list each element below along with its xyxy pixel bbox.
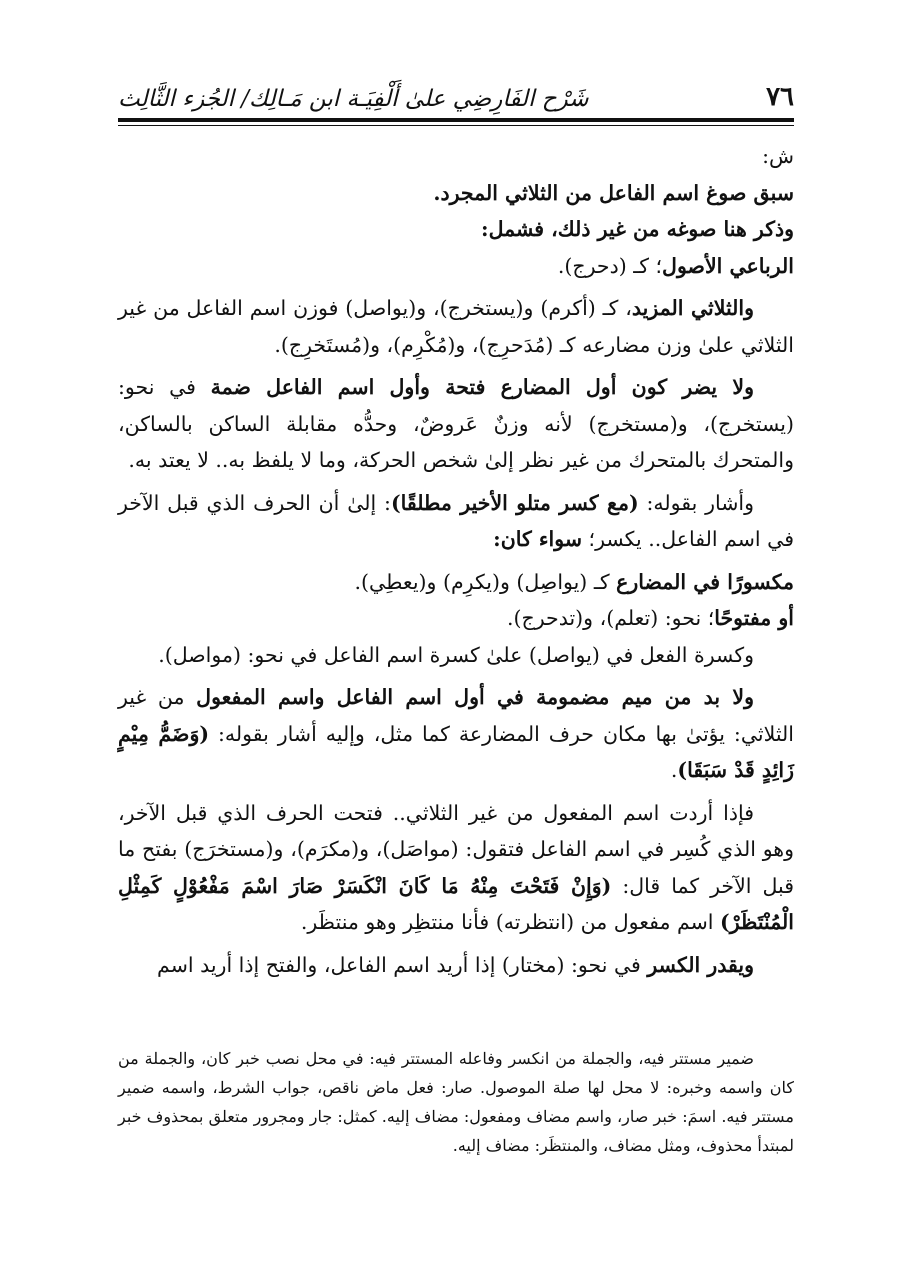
paragraph-11-bold: ولا بد من ميم مضمومة في أول اسم الفاعل واسم المفعول [196,685,754,709]
main-text [118,138,794,983]
verse-quote-2: (وَإِنْ فَتَحْتَ مِنْهُ مَا كَانَ انْكَسَرْ صَارَ اسْمَ مَفْعُوْلٍ كَمِثْلِ الْمُنْتَظَرْ) [118,873,794,934]
sharh-marker: ش: [762,144,794,168]
paragraph-2 [118,175,794,212]
paragraph-12 [118,795,794,941]
paragraph-10 [118,637,794,674]
paragraph-3-text: وذكر هنا صوغه من غير ذلك، فشمل: [481,217,794,241]
paragraph-8-bold: مكسورًا في المضارع [616,569,794,594]
paragraph-4-rest: ؛ كـ (دحرج). [557,253,663,278]
paragraph-8-rest: كـ (يواصِل) و(يكرِم) و(يعطِي). [354,569,617,594]
paragraph-9-rest: ؛ نحو: (تعلم)، و(تدحرج). [506,606,715,630]
paragraph-11-a: من غير الثلاثي: يؤتىٰ بها مكان حرف المضارعة كما مثل، وإليه أشار بقوله: [118,685,794,746]
paragraph-4 [118,248,794,285]
header-rule-thin [118,125,794,126]
page-number: ٧٦ [766,82,794,112]
paragraph-1 [118,138,794,175]
page-header [118,72,794,112]
paragraph-6 [118,369,794,479]
paragraph-2-text: سبق صوغ اسم الفاعل من الثلاثي المجرد. [433,180,794,205]
paragraph-8 [118,564,794,601]
paragraph-13 [118,947,794,984]
running-title: شَرْح الفَارِضِي علىٰ أَلْفِيَـة ابن مَـالِك/ الجُزء الثَّالِث [118,86,589,112]
paragraph-7-a: وأشار بقوله: [638,490,755,515]
verse-quote-1: (وَضَمُّ مِيْمٍ زَائِدٍ قَدْ سَبَقَا) [118,721,794,782]
paragraph-4-bold: الرباعي الأصول [662,253,794,278]
paragraph-5-bold: والثلاثي المزيد [631,296,754,320]
paragraph-7 [118,485,794,558]
paragraph-7-bold-1: (مع كسر متلو الأخير مطلقًا) [390,490,639,515]
paragraph-9-bold: أو مفتوحًا [714,606,794,630]
paragraph-10-text: وكسرة الفعل في (يواصل) علىٰ كسرة اسم الفاعل في نحو: (مواصل). [158,642,754,667]
footnotes [118,1044,794,1160]
paragraph-12-b: اسم مفعول من (انتظرته) فأنا منتظِر وهو منتظَر. [300,910,720,934]
paragraph-13-bold: ويقدر الكسر [647,952,754,977]
footnote-text: ضمير مستتر فيه، والجملة من انكسر وفاعله المستتر فيه: في محل نصب خبر كان، والجملة من كان واسمه وخبره: لا محل لها صلة الموصول. صار: فعل ماض ناقص، جواب الشرط، واسمه ضمير مستتر فيه. اسمَ: خبر صار، واسم مضاف ومفعول: مضاف إليه. كمثل: جار ومجرور متعلق بمحذوف خبر لمبتدأ محذوف، ومثل مضاف، والمنتظَر: مضاف إليه. [118,1049,794,1155]
paragraph-11-b: . [670,758,678,782]
paragraph-5 [118,290,794,363]
paragraph-3 [118,211,794,248]
paragraph-5-rest: ، كـ (أكرم) و(يستخرج)، و(يواصل) فوزن اسم الفاعل من غير الثلاثي علىٰ وزن مضارعه كـ (مُدَحرِج)، و(مُكْرِم)، و(مُستَخرِج). [118,296,794,357]
paragraph-12-a: فإذا أردت اسم المفعول من غير الثلاثي.. فتحت الحرف الذي قبل الآخر، وهو الذي كُسِر في اسم الفاعل فتقول: (مواصَل)، و(مكرَم)، و(مستخرَج) بفتح ما قبل الآخر كما قال: [118,800,795,898]
paragraph-6-bold: ولا يضر كون أول المضارع فتحة وأول اسم الفاعل ضمة [210,375,755,399]
paragraph-11 [118,679,794,789]
paragraph-6-rest: في نحو: (يستخرج)، و(مستخرج) لأنه وزنٌ عَروضٌ، وحدُّه مقابلة الساكن بالساكن، والمتحرك بالمتحرك من غير نظر إلىٰ شخص الحركة، وما لا يلفظ به.. لا يعتد به. [118,375,794,472]
header-rule-thick [118,118,794,122]
paragraph-9 [118,600,794,637]
paragraph-7-b: : إلىٰ أن الحرف الذي قبل الآخر في اسم الفاعل.. يكسر؛ [118,490,794,551]
paragraph-7-bold-2: سواء كان: [493,527,583,551]
paragraph-13-rest: في نحو: (مختار) إذا أريد اسم الفاعل، والفتح إذا أريد اسم [157,952,648,977]
